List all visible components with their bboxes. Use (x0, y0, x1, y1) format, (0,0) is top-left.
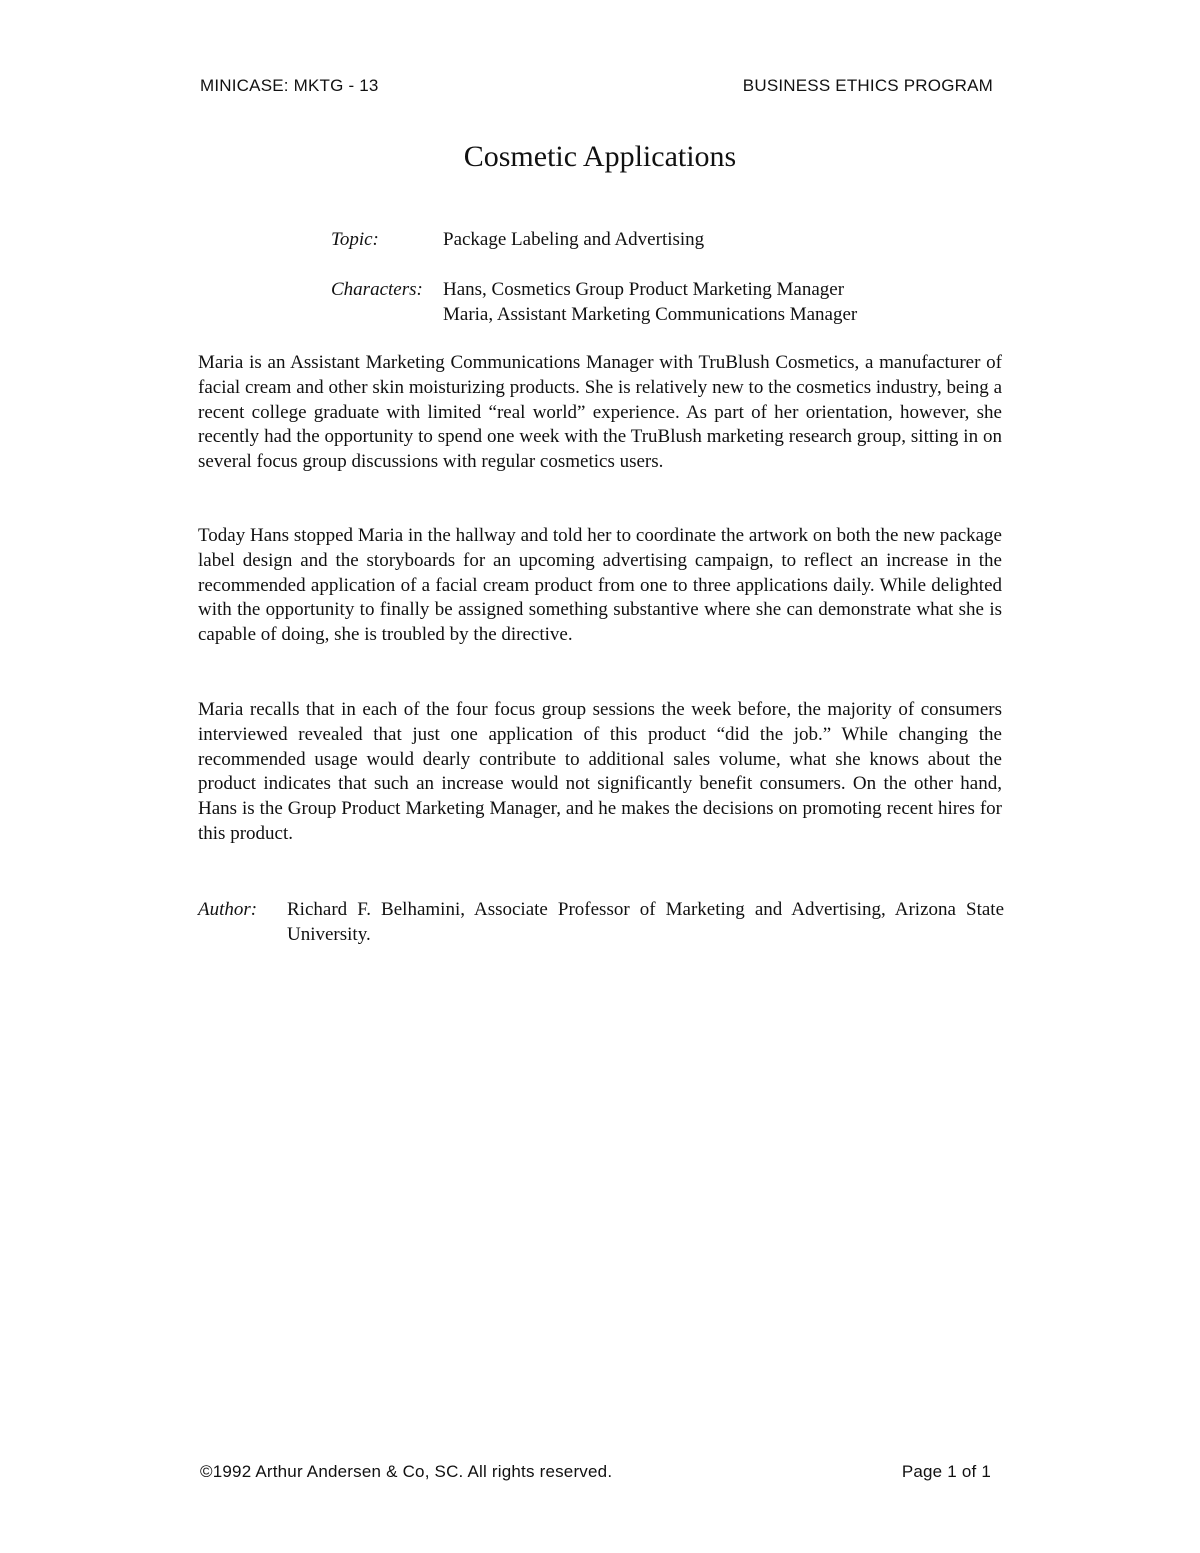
author-label: Author: (198, 899, 258, 920)
character-hans: Hans, Cosmetics Group Product Marketing Manager (443, 279, 845, 300)
header-program-name: BUSINESS ETHICS PROGRAM (742, 76, 993, 95)
paragraph-dilemma: Maria recalls that in each of the four focus group sessions the week before, the majority of consumers interviewed revealed that just one application of this product “did the job.” While changing the recommended usage would dearly contribute to additional sales volume, what she knows about the product indicates that such an increase would not significantly benefit consumers. On the other hand, Hans is the Group Product Marketing Manager, and he makes the decisions on promoting recent hires for this product. (198, 699, 1002, 844)
topic-value: Package Labeling and Advertising (443, 229, 705, 250)
footer-copyright: ©1992 Arthur Andersen & Co, SC. All rights reserved. (200, 1462, 613, 1481)
footer-page-number: Page 1 of 1 (901, 1462, 991, 1481)
character-maria: Maria, Assistant Marketing Communications Manager (443, 304, 858, 325)
header-case-id: MINICASE: MKTG - 13 (200, 76, 379, 95)
topic-label: Topic: (331, 229, 379, 250)
characters-label: Characters: (331, 279, 423, 300)
characters-list (443, 277, 857, 327)
paragraph-intro: Maria is an Assistant Marketing Communications Manager with TruBlush Cosmetics, a manufacturer of facial cream and other skin moisturizing products. She is relatively new to the cosmetics industry, being a recent college graduate with limited “real world” experience. As part of her orientation, however, she recently had the opportunity to spend one week with the TruBlush marketing research group, sitting in on several focus group discussions with regular cosmetics users. (198, 352, 1002, 473)
document-title: Cosmetic Applications (463, 140, 737, 173)
paragraph-directive: Today Hans stopped Maria in the hallway and told her to coordinate the artwork on both the new package label design and the storyboards for an upcoming advertising campaign, to reflect an increase in the recommended application of a facial cream product from one to three applications daily. While delighted with the opportunity to finally be assigned something substantive where she can demonstrate what she is capable of doing, she is troubled by the directive. (198, 525, 1002, 646)
author-value: Richard F. Belhamini, Associate Professor of Marketing and Advertising, Arizona State University. (287, 899, 1004, 945)
